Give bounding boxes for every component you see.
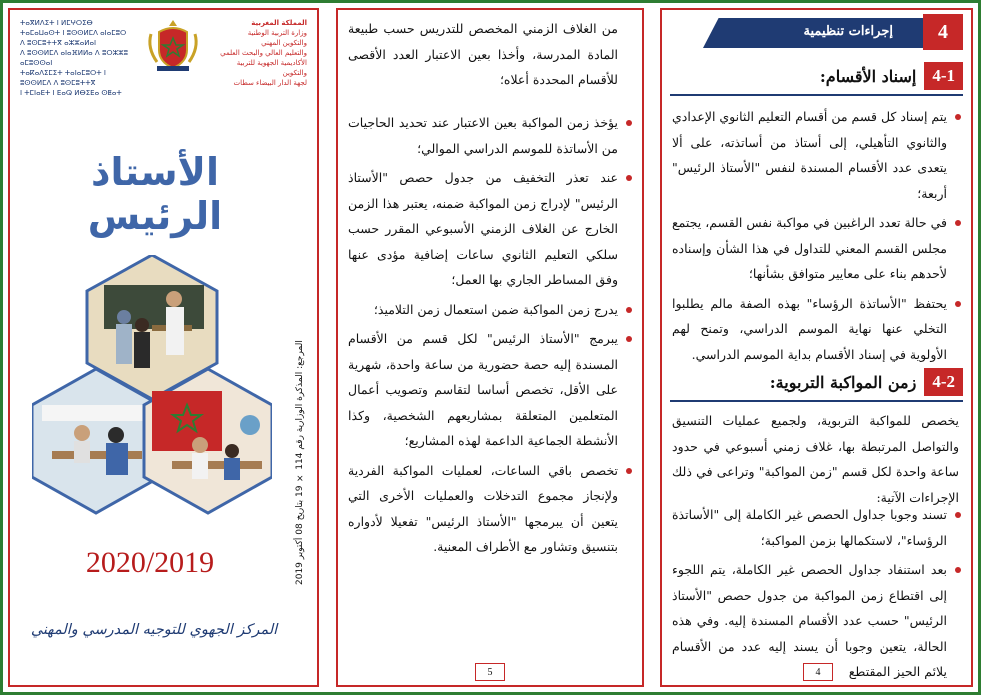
ministry-line: ⴷ ⵓⵙⵎⵓⵜⵜⴳ ⴰⵣⵣⴰⵍⴰⵏ — [20, 39, 97, 47]
ministry-line: ⴷ ⵓⵙⵙⵍⵎⴷ ⴰⵏⴰⴼⵍⵍⴰ ⴷ ⵓⵔⵣⵣⵓ ⴰⵎⵓⵙⵙⴰⵏ — [20, 49, 129, 67]
subsection-heading-4-1 — [820, 62, 963, 90]
list-item: يدرج زمن المواكبة ضمن استعمال زمن التلاميذ؛ — [348, 297, 634, 323]
section-number: 4 — [923, 14, 963, 50]
list-item: يحتفظ "الأساتذة الرؤساء" بهذه الصفة مالم يطلبوا التخلي عنها نهاية الموسم الدراسي، وتمنح لهم الأولوية في إسناد الأقسام بداية الموسم الدراسي. — [672, 291, 963, 368]
subsection-title: إسناد الأقسام: — [819, 66, 917, 86]
subsection-number: 4-1 — [924, 62, 963, 90]
ministry-name-arabic — [215, 18, 307, 88]
subsection-number: 4-2 — [924, 368, 963, 396]
hexagon-photo-collage — [32, 255, 272, 525]
subsection-heading-4-2 — [770, 368, 963, 396]
page-number: 4 — [803, 663, 833, 681]
ministry-line: الأكاديمية الجهوية للتربية والتكوين — [236, 59, 307, 77]
page-number: 5 — [475, 663, 505, 681]
ministry-line: ⵜⴰⴳⵍⴷⵉⵜ ⵏ ⵍⵎⵖⵔⵉⴱ — [20, 19, 93, 27]
subsection-title: زمن المواكبة التربوية: — [769, 372, 917, 392]
list-item: في حالة تعدد الراغبين في مواكبة نفس القسم، يجتمع مجلس القسم المعني للتداول في هذا الشأن وإسناده لأحدهم بناء على معايير متوافق بشأنها؛ — [672, 210, 963, 287]
school-year: 2020/2019 — [85, 546, 215, 579]
reference-note: المرجع: المذكرة الوزارية رقم 114 × 19 بتاريخ 08 أكتوبر 2019 — [295, 340, 305, 585]
ministry-line: والتعليم العالي والبحث العلمي — [220, 49, 307, 57]
ministry-line: وزارة التربية الوطنية — [247, 29, 307, 37]
panel-page-5 — [336, 8, 644, 687]
paragraph: من الغلاف الزمني المخصص للتدريس حسب طبيعة المادة المدرسة، وأخذا بعين الاعتبار العدد الأقصى للأقسام المحددة أعلاه؛ — [348, 21, 618, 87]
section-title: إجراءات تنظيمية — [803, 24, 893, 39]
list-item: بعد استنفاد جداول الحصص غير الكاملة، يتم اللجوء إلى اقتطاع زمن المواكبة من جدول حصص "الأستاذ الرئيس" حسب عدد الأقسام المسندة إليه. وفي هذه الحالة، يتعين وجوبا أن يسند إليه عدد من الأقسام يلائم الحيز المقتطع — [672, 557, 963, 685]
list-item: عند تعذر التخفيف من جدول حصص "الأستاذ الرئيس" لإدراج زمن المواكبة ضمنه، يعتبر هذا الزمن الخارج عن الغلاف الزمني الأسبوعي المقرر حسب سلكي التعليم الثانوي ساعات إضافية مؤدى عنها وفق المساطر الجاري بها العمل؛ — [348, 165, 634, 293]
timing-list-continued — [348, 110, 634, 564]
list-item: يبرمج "الأستاذ الرئيس" لكل قسم من الأقسام المسندة إليه حصة حضورية من ساعة واحدة، شهرية على الأقل، تخصص أساسا لتقاسم وتصويب أعمال المتعلمين المتعلقة بمشاريعهم الشخصية، وكذا الأنشطة الجماعية الداعمة لهذه المشاريع؛ — [348, 326, 634, 454]
ministry-line: المملكة المغربية — [251, 19, 307, 27]
panel-page-4 — [660, 8, 973, 687]
ministry-line: ⵜⴰⵎⴰⵡⴰⵙⵜ ⵏ ⵓⵙⵙⵍⵎⴷ ⴰⵏⴰⵎⵓⵔ — [20, 29, 127, 37]
ministry-line: ⵏ ⵜⵎⵏⴰⴹⵜ ⵏ ⴹⴰⵕ ⵍⴱⵉⴹⴰ ⵙⵟⴰⵜ — [20, 89, 122, 97]
list-item: تسند وجوبا جداول الحصص غير الكاملة إلى "الأساتذة الرؤساء"، لاستكمالها بزمن المواكبة؛ — [672, 502, 963, 553]
list-item: يؤخذ زمن المواكبة بعين الاعتبار عند تحديد الحاجيات من الأساتذة للموسم الدراسي الموالي؛ — [348, 110, 634, 161]
paragraph: يخصص للمواكبة التربوية، ولجميع عمليات التنسيق والتواصل المرتبطة بها، غلاف زمني أسبوعي في حدود ساعة واحدة لكل قسم "زمن المواكبة" وتراعى في ذلك الإجراءات الآتية: — [672, 413, 959, 505]
ministry-name-tifinagh — [20, 18, 138, 98]
center-name: المركز الجهوي للتوجيه المدرسي والمهني — [30, 622, 278, 638]
assignment-list — [672, 104, 963, 371]
timing-list — [672, 502, 963, 687]
ministry-line: لجهة الدار البيضاء سطات — [233, 79, 307, 87]
panel-cover — [8, 8, 319, 687]
ministry-line: والتكوين المهني — [261, 39, 307, 47]
document-title: الأستاذ الرئيس — [87, 150, 223, 238]
coat-of-arms-icon — [145, 16, 201, 74]
subsection-divider — [670, 400, 963, 402]
subsection-divider — [670, 94, 963, 96]
ministry-line: ⵜⴰⴽⴰⴷⵉⵎⵉⵜ ⵜⴰⵏⴰⵎⵓⵔⵜ ⵏ ⵓⵙⵙⵍⵎⴷ ⴷ ⵓⵙⵎⵓⵜⵜⴳ — [20, 69, 106, 87]
list-item: تخصص باقي الساعات، لعمليات المواكبة الفردية ولإنجاز مجموع التدخلات والعمليات الأخرى التي يتعين أن يبرمجها "الأستاذ الرئيس" تفعيلا لأدواره بتنسيق وتشاور مع الأطراف المعنية. — [348, 458, 634, 560]
list-item: يتم إسناد كل قسم من أقسام التعليم الثانوي الإعدادي والثانوي التأهيلي، إلى أستاذ من أساتذته، على ألا يتعدى عدد الأقسام المسندة لنفس "الأستاذ الرئيس" أربعة؛ — [672, 104, 963, 206]
